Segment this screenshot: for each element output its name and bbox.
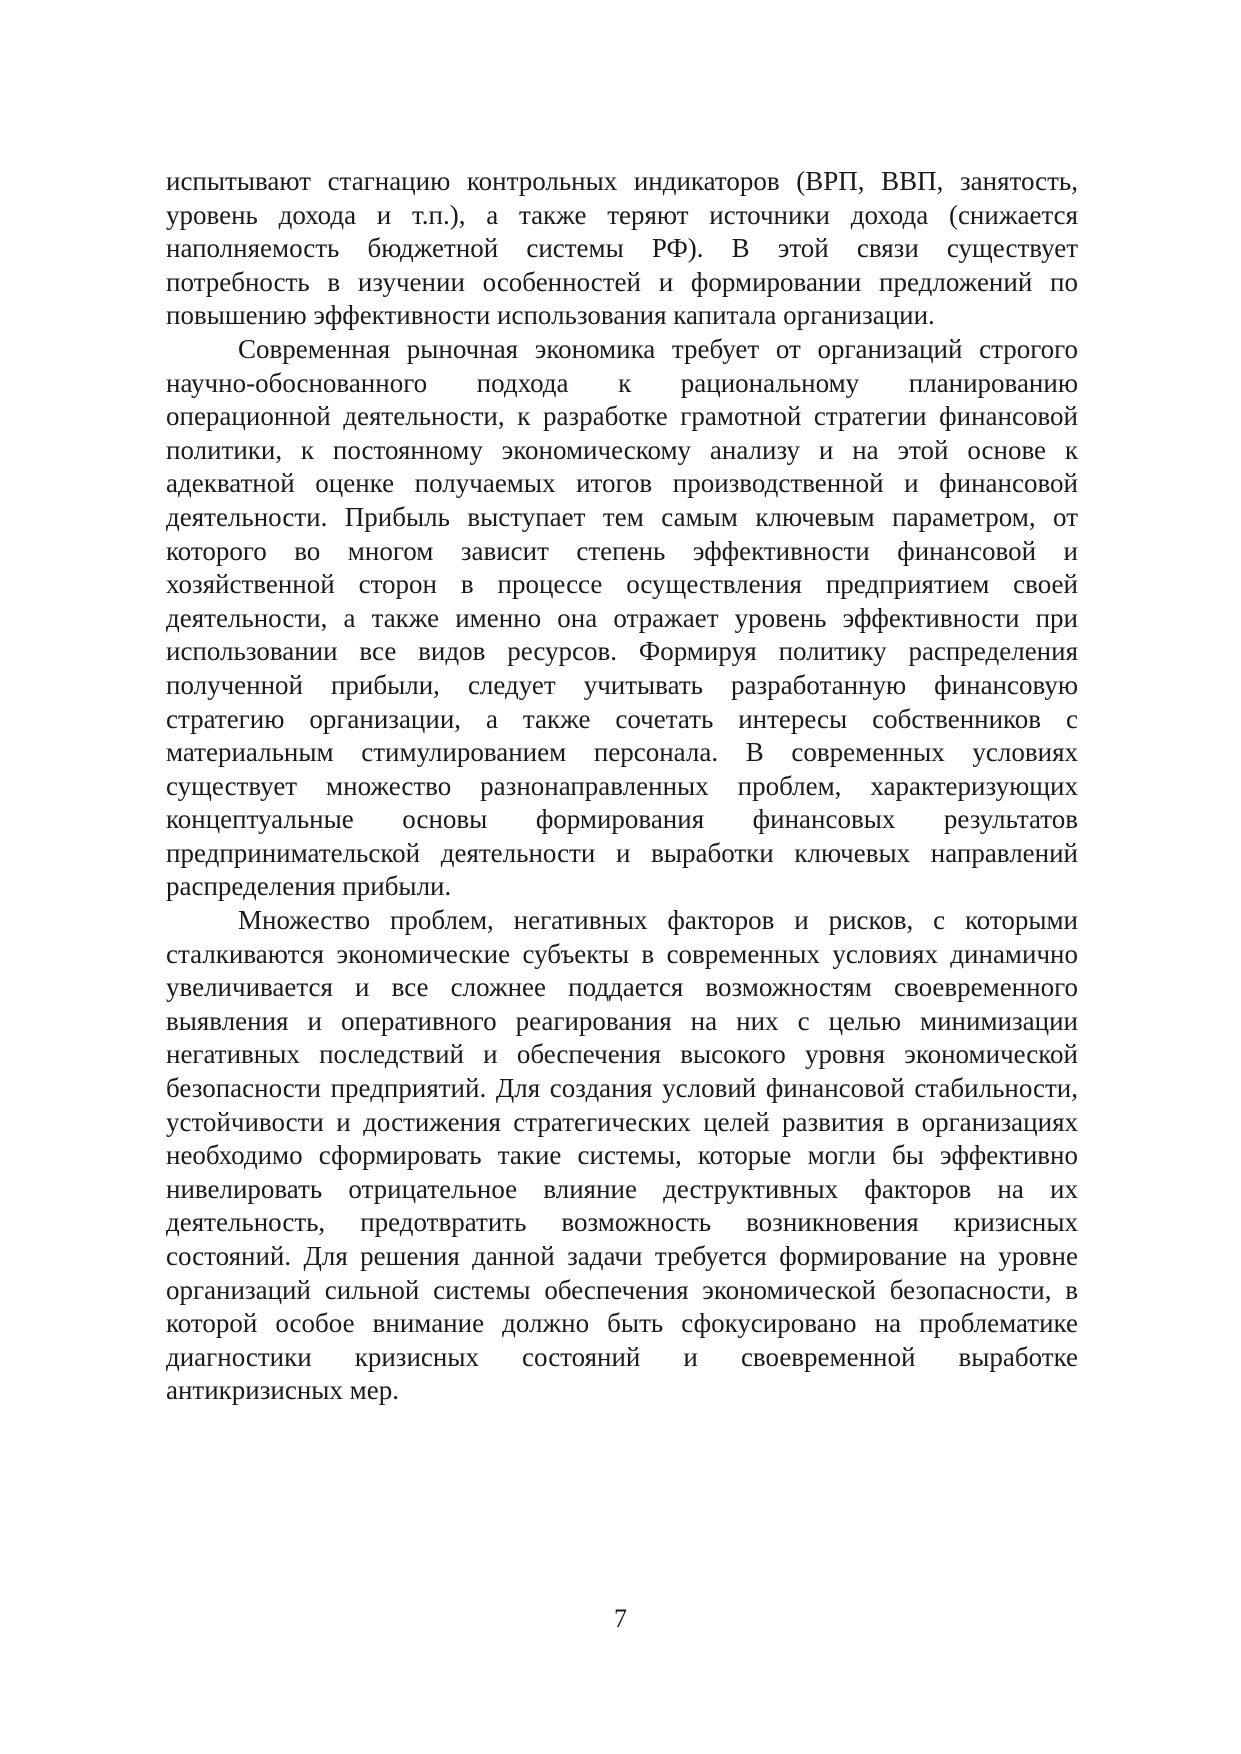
paragraph-market-economy: Современная рыночная экономика требует от организаций строгого научно-обоснованного подхода к рациональному планированию операционной деятельности, к разработке грамотной стратегии финансовой политики, к постоянному экономическому анализу и на этой основе к адекватной оценке получаемых итогов производственной и финансовой деятельности. Прибыль выступает тем самым ключевым параметром, от которого во многом зависит степень эффективности финансовой и хозяйственной сторон в процессе осуществления предприятием своей деятельности, а также именно она отражает уровень эффективности при использовании все видов ресурсов. Формируя политику распределения полученной прибыли, следует учитывать разработанную финансовую стратегию организации, а также сочетать интересы собственников с материальным стимулированием персонала. В современных условиях существует множество разнонаправленных проблем, характеризующих концептуальные основы формирования финансовых результатов предпринимательской деятельности и выработки ключевых направлений распределения прибыли. <box>166 333 1078 902</box>
paragraph-continuation: испытывают стагнацию контрольных индикаторов (ВРП, ВВП, занятость, уровень дохода и т.п.), а также теряют источники дохода (снижается наполняемость бюджетной системы РФ). В этой связи существует потребность в изучении особенностей и формировании предложений по повышению эффективности использования капитала организации. <box>166 166 1078 331</box>
text-body <box>166 165 1078 1408</box>
page-number: 7 <box>614 1604 627 1633</box>
paragraph-risks: Множество проблем, негативных факторов и рисков, с которыми сталкиваются экономические субъекты в современных условиях динамично увеличивается и все сложнее поддается возможностям своевременного выявления и оперативного реагирования на них с целью минимизации негативных последствий и обеспечения высокого уровня экономической безопасности предприятий. Для создания условий финансовой стабильности, устойчивости и достижения стратегических целей развития в организациях необходимо сформировать такие системы, которые могли бы эффективно нивелировать отрицательное влияние деструктивных факторов на их деятельность, предотвратить возможность возникновения кризисных состояний. Для решения данной задачи требуется формирование на уровне организаций сильной системы обеспечения экономической безопасности, в которой особое внимание должно быть сфокусировано на проблематике диагностики кризисных состояний и своевременной выработке антикризисных мер. <box>166 905 1078 1406</box>
